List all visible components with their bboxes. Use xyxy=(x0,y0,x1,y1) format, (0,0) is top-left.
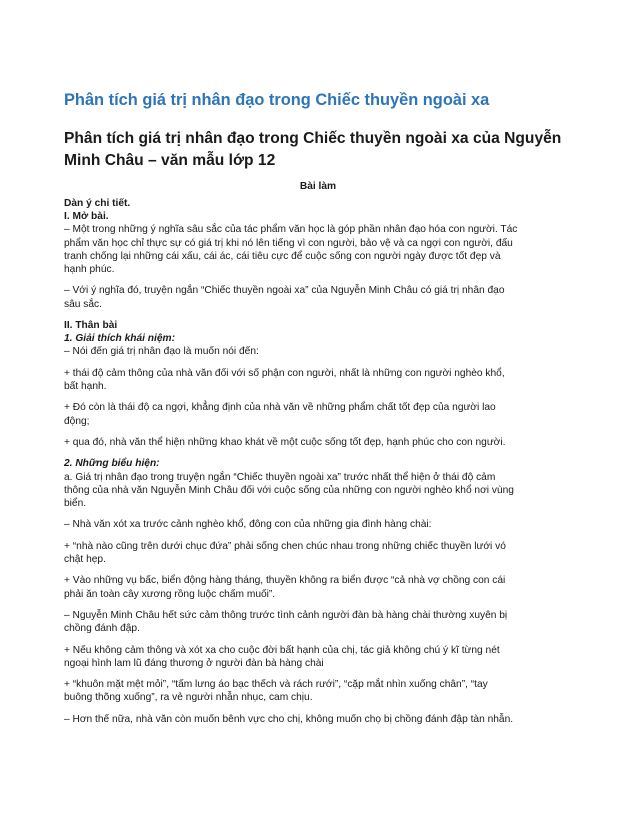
text-line: hạnh phúc. xyxy=(64,264,115,276)
text-line: + Vào những vụ bấc, biển động hàng tháng, thuyền không ra biển được “cả nhà vợ chồng con cái xyxy=(64,575,506,587)
section-heading xyxy=(64,210,572,223)
text-line: – Nhà văn xót xa trước cảnh nghèo khổ, đông con của những gia đình hàng chài: xyxy=(64,519,432,531)
text-line: tranh chống lại những cái xấu, cái ác, cái tiêu cực để cuộc sống con người ngày được tốt đẹp và xyxy=(64,250,501,262)
subtitle-line: Minh Châu – văn mẫu lớp 12 xyxy=(64,152,276,169)
paragraph xyxy=(64,540,572,566)
text-line: a. Giá trị nhân đạo trong truyện ngắn “Chiếc thuyền ngoài xa” trước nhất thể hiện ở thái độ cảm xyxy=(64,471,496,483)
paragraph xyxy=(64,678,572,704)
text-line: phẩm văn học chỉ thực sự có giá trị khi nó lên tiếng vì con người, bảo vệ và ca ngợi con người, đấu xyxy=(64,237,513,249)
text-line: + qua đó, nhà văn thể hiện những khao khát về một cuộc sống tốt đẹp, hạnh phúc cho con người. xyxy=(64,436,506,448)
text-line: – Một trong những ý nghĩa sâu sắc của tác phẩm văn học là góp phần nhân đạo hóa con người. Tác xyxy=(64,224,518,236)
paragraph xyxy=(64,644,572,670)
paragraph xyxy=(64,471,572,511)
section-heading xyxy=(64,319,572,332)
section-heading xyxy=(64,197,572,210)
text-line: I. Mở bài. xyxy=(64,211,109,223)
paragraph xyxy=(64,223,572,276)
text-line: Dàn ý chi tiết. xyxy=(64,198,131,209)
text-line: bất hạnh. xyxy=(64,381,107,392)
text-line: động; xyxy=(64,415,90,427)
text-line: – Nói đến giá trị nhân đạo là muốn nói đến: xyxy=(64,346,259,358)
text-line: buông thõng xuống”, ra vẻ người nhẫn nhục, cam chịu. xyxy=(64,692,313,704)
text-line: phải ăn toàn cây xương rồng luộc chấm muối”. xyxy=(64,588,276,600)
text-line: – Hơn thế nữa, nhà văn còn muốn bênh vực cho chị, không muốn chọ bị chồng đánh đập tàn nhẫn. xyxy=(64,713,514,725)
paragraph xyxy=(64,367,572,393)
paragraph xyxy=(64,713,572,726)
paragraph xyxy=(64,401,572,427)
document-title: Phân tích giá trị nhân đạo trong Chiếc thuyền ngoài xa xyxy=(64,91,490,109)
text-line: chật hẹp. xyxy=(64,553,106,565)
text-line: + Nếu không cảm thông và xót xa cho cuộc đời bất hạnh của chị, tác giả không chú ý kĩ từng nét xyxy=(64,644,500,656)
text-line: 2. Những biểu hiện: xyxy=(64,458,160,470)
text-line: + “khuôn mặt mệt mỏi”, “tấm lưng áo bạc thếch và rách rưới”, “cặp mắt nhìn xuống chân”, “tay xyxy=(64,679,488,691)
text-line: thông của nhà văn Nguyễn Minh Châu đối với cuộc sống của những con người nghèo khổ nơi vùng xyxy=(64,484,514,496)
paragraph xyxy=(64,436,572,449)
section-heading xyxy=(64,457,572,470)
text-line: – Với ý nghĩa đó, truyện ngắn “Chiếc thuyền ngoài xa” của Nguyễn Minh Châu có giá trị nhân đạo xyxy=(64,285,505,297)
paragraph xyxy=(64,284,572,310)
paragraph xyxy=(64,609,572,635)
text-line: II. Thân bài xyxy=(64,320,118,331)
document-body xyxy=(64,197,572,726)
section-heading xyxy=(64,332,572,345)
text-line: ngoại hình lam lũ đáng thương ở người đàn bà hàng chài xyxy=(64,657,324,669)
text-line: – Nguyễn Minh Châu hết sức cảm thông trước tình cảnh người đàn bà hàng chài thường xuyên bị xyxy=(64,609,508,621)
bai-lam-heading: Bài làm xyxy=(299,181,337,192)
text-line: sâu sắc. xyxy=(64,298,102,310)
text-line: 1. Giải thích khái niệm: xyxy=(64,333,175,345)
paragraph xyxy=(64,345,572,358)
text-line: chồng đánh đập. xyxy=(64,623,140,635)
text-line: + “nhà nào cũng trên dưới chục đứa” phải sống chen chúc nhau trong những chiếc thuyền lưới vó xyxy=(64,540,506,552)
text-line: biển. xyxy=(64,497,87,509)
text-line: + thái độ cảm thông của nhà văn đối với số phận con người, nhất là những con người nghèo khổ, xyxy=(64,367,505,379)
paragraph xyxy=(64,574,572,600)
document-subtitle xyxy=(64,128,572,172)
text-line: + Đó còn là thái độ ca ngợi, khẳng định của nhà văn về những phẩm chất tốt đẹp của người lao xyxy=(64,402,496,414)
paragraph xyxy=(64,518,572,531)
subtitle-line: Phân tích giá trị nhân đạo trong Chiếc thuyền ngoài xa của Nguyễn xyxy=(64,130,562,147)
